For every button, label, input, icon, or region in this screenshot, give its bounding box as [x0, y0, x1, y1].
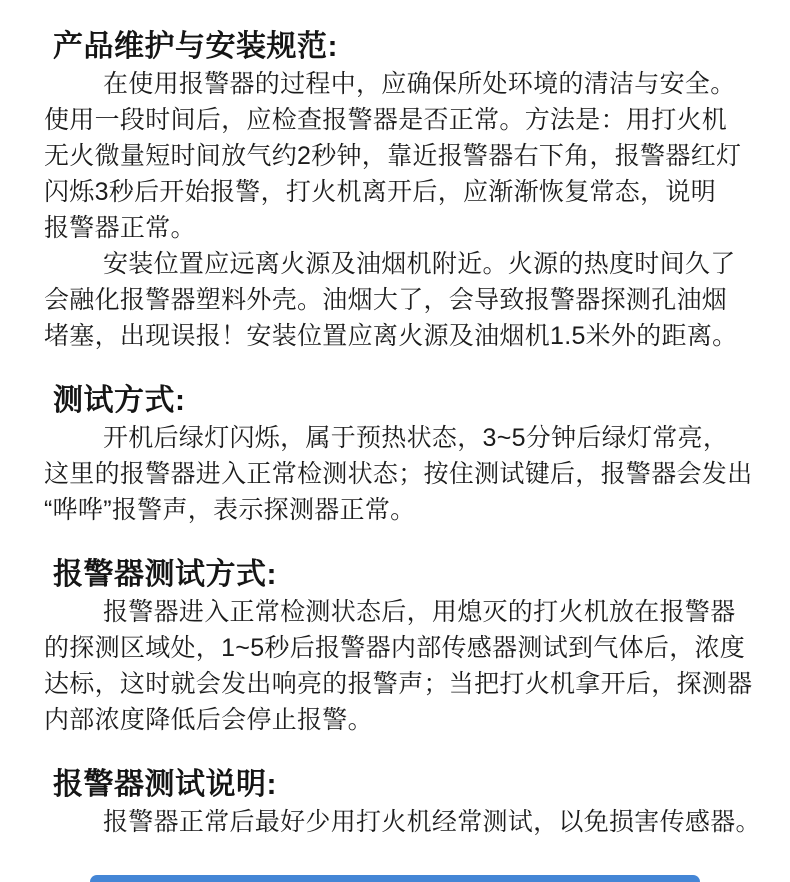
section-maintenance-install	[44, 28, 754, 354]
text-line: 内部浓度降低后会停止报警。	[44, 706, 373, 734]
paragraph	[44, 420, 754, 528]
text-line: 无火微量短时间放气约2秒钟，靠近报警器右下角，报警器红灯	[44, 142, 742, 170]
text-line: 报警器正常后最好少用打火机经常测试，以免损害传感器。	[103, 808, 761, 836]
text-line: 在使用报警器的过程中，应确保所处环境的清洁与安全。	[103, 70, 736, 98]
text-line: 报警器进入正常检测状态后，用熄灭的打火机放在报警器	[103, 598, 736, 626]
text-line: 使用一段时间后，应检查报警器是否正常。方法是：用打火机	[44, 106, 728, 134]
text-line: 这里的报警器进入正常检测状态；按住测试键后，报警器会发出	[44, 460, 753, 488]
text-line: 闪烁3秒后开始报警，打火机离开后，应渐渐恢复常态，说明	[44, 178, 717, 206]
paragraph	[44, 66, 754, 246]
section-heading: 报警器测试说明:	[53, 768, 277, 801]
text-line: “哗哗”报警声，表示探测器正常。	[44, 496, 416, 524]
section-alarm-test-method	[44, 556, 754, 738]
text-line: 安装位置应远离火源及油烟机附近。火源的热度时间久了	[103, 250, 736, 278]
section-heading: 报警器测试方式:	[53, 558, 277, 591]
section-alarm-test-notes	[44, 766, 761, 840]
text-line: 会融化报警器塑料外壳。油烟大了，会导致报警器探测孔油烟	[44, 286, 728, 314]
text-line: 开机后绿灯闪烁，属于预热状态，3~5分钟后绿灯常亮，	[103, 424, 729, 452]
text-line: 的探测区域处，1~5秒后报警器内部传感器测试到气体后，浓度	[44, 634, 746, 662]
section-heading: 测试方式:	[53, 384, 186, 417]
section-heading: 产品维护与安装规范:	[53, 30, 338, 63]
bottom-accent-bar	[90, 875, 700, 882]
section-test-method	[44, 382, 754, 528]
paragraph	[44, 246, 754, 354]
paragraph	[44, 594, 754, 738]
paragraph	[44, 804, 761, 840]
text-line: 达标，这时就会发出响亮的报警声；当把打火机拿开后，探测器	[44, 670, 753, 698]
text-line: 堵塞，出现误报！安装位置应离火源及油烟机1.5米外的距离。	[44, 322, 738, 350]
text-line: 报警器正常。	[44, 214, 196, 242]
